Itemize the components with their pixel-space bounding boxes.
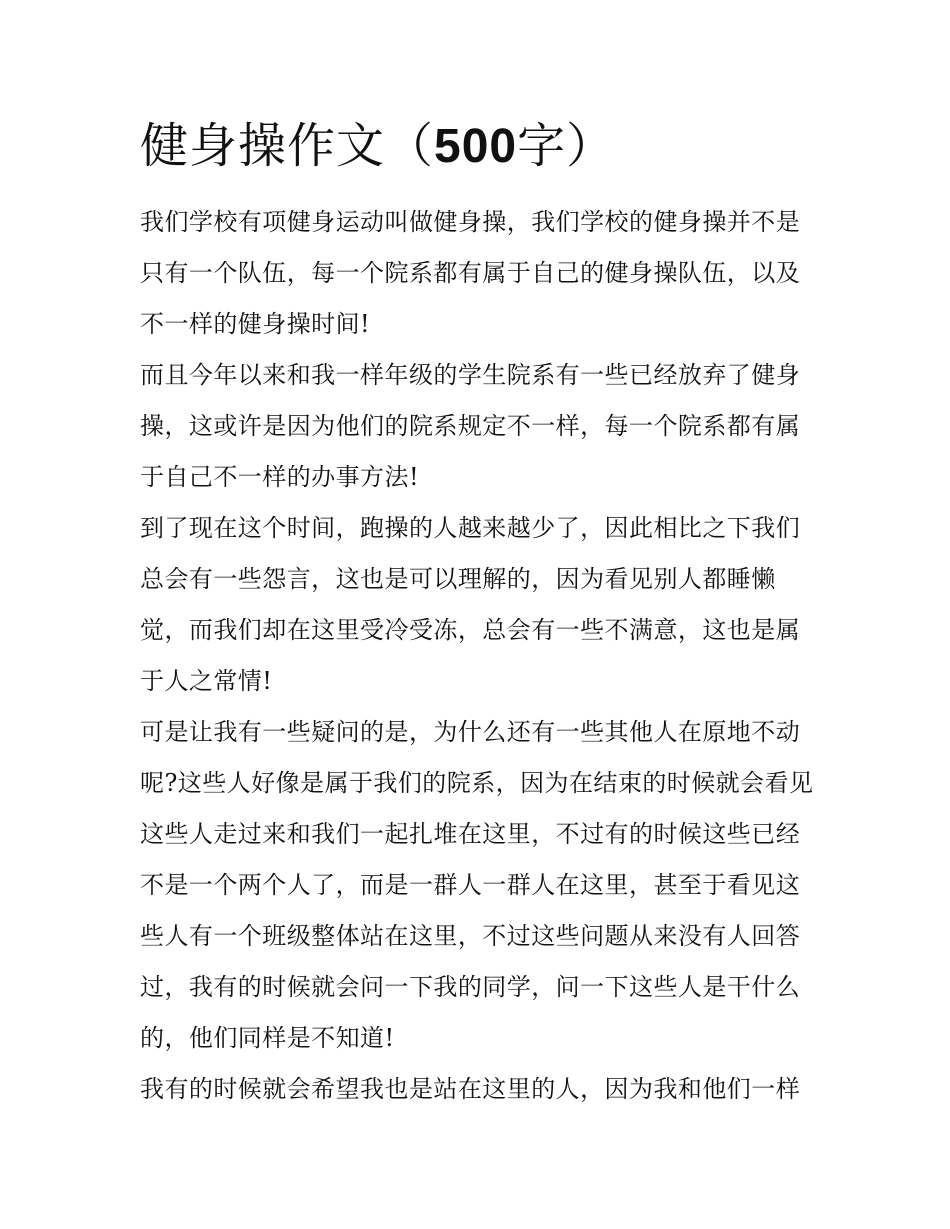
paragraph-3: 到了现在这个时间，跑操的人越来越少了，因此相比之下我们总会有一些怨言，这也是可以理解的，因为看见别人都睡懒觉，而我们却在这里受冷受冻，总会有一些不满意，这也是属于人之常情! bbox=[140, 514, 801, 695]
title-prefix: 健身操作文（ bbox=[140, 118, 435, 174]
paragraph-4: 可是让我有一些疑问的是，为什么还有一些其他人在原地不动呢?这些人好像是属于我们的院系，因为在结束的时候就会看见这些人走过来和我们一起扎堆在这里，不过有的时候这些已经不是一个两个人了，而是一群人一群人在这里，甚至于看见这些人有一个班级整体站在这里，不过这些问题从来没有人回答过，我有的时候就会问一下我的同学，问一下这些人是干什么的，他们同样是不知道! bbox=[140, 718, 814, 1052]
title-number: 500 bbox=[434, 120, 518, 173]
paragraph-1: 我们学校有项健身运动叫做健身操，我们学校的健身操并不是只有一个队伍，每一个院系都有属于自己的健身操队伍，以及不一样的健身操时间! bbox=[140, 208, 801, 338]
paragraph-5: 我有的时候就会希望我也是站在这里的人，因为我和他们一样 bbox=[140, 1075, 801, 1103]
paragraph-2: 而且今年以来和我一样年级的学生院系有一些已经放弃了健身操，这或许是因为他们的院系规定不一样，每一个院系都有属于自己不一样的办事方法! bbox=[140, 361, 801, 491]
page-title bbox=[140, 116, 840, 177]
title-suffix: 字） bbox=[517, 118, 616, 174]
essay-body bbox=[140, 197, 814, 1115]
